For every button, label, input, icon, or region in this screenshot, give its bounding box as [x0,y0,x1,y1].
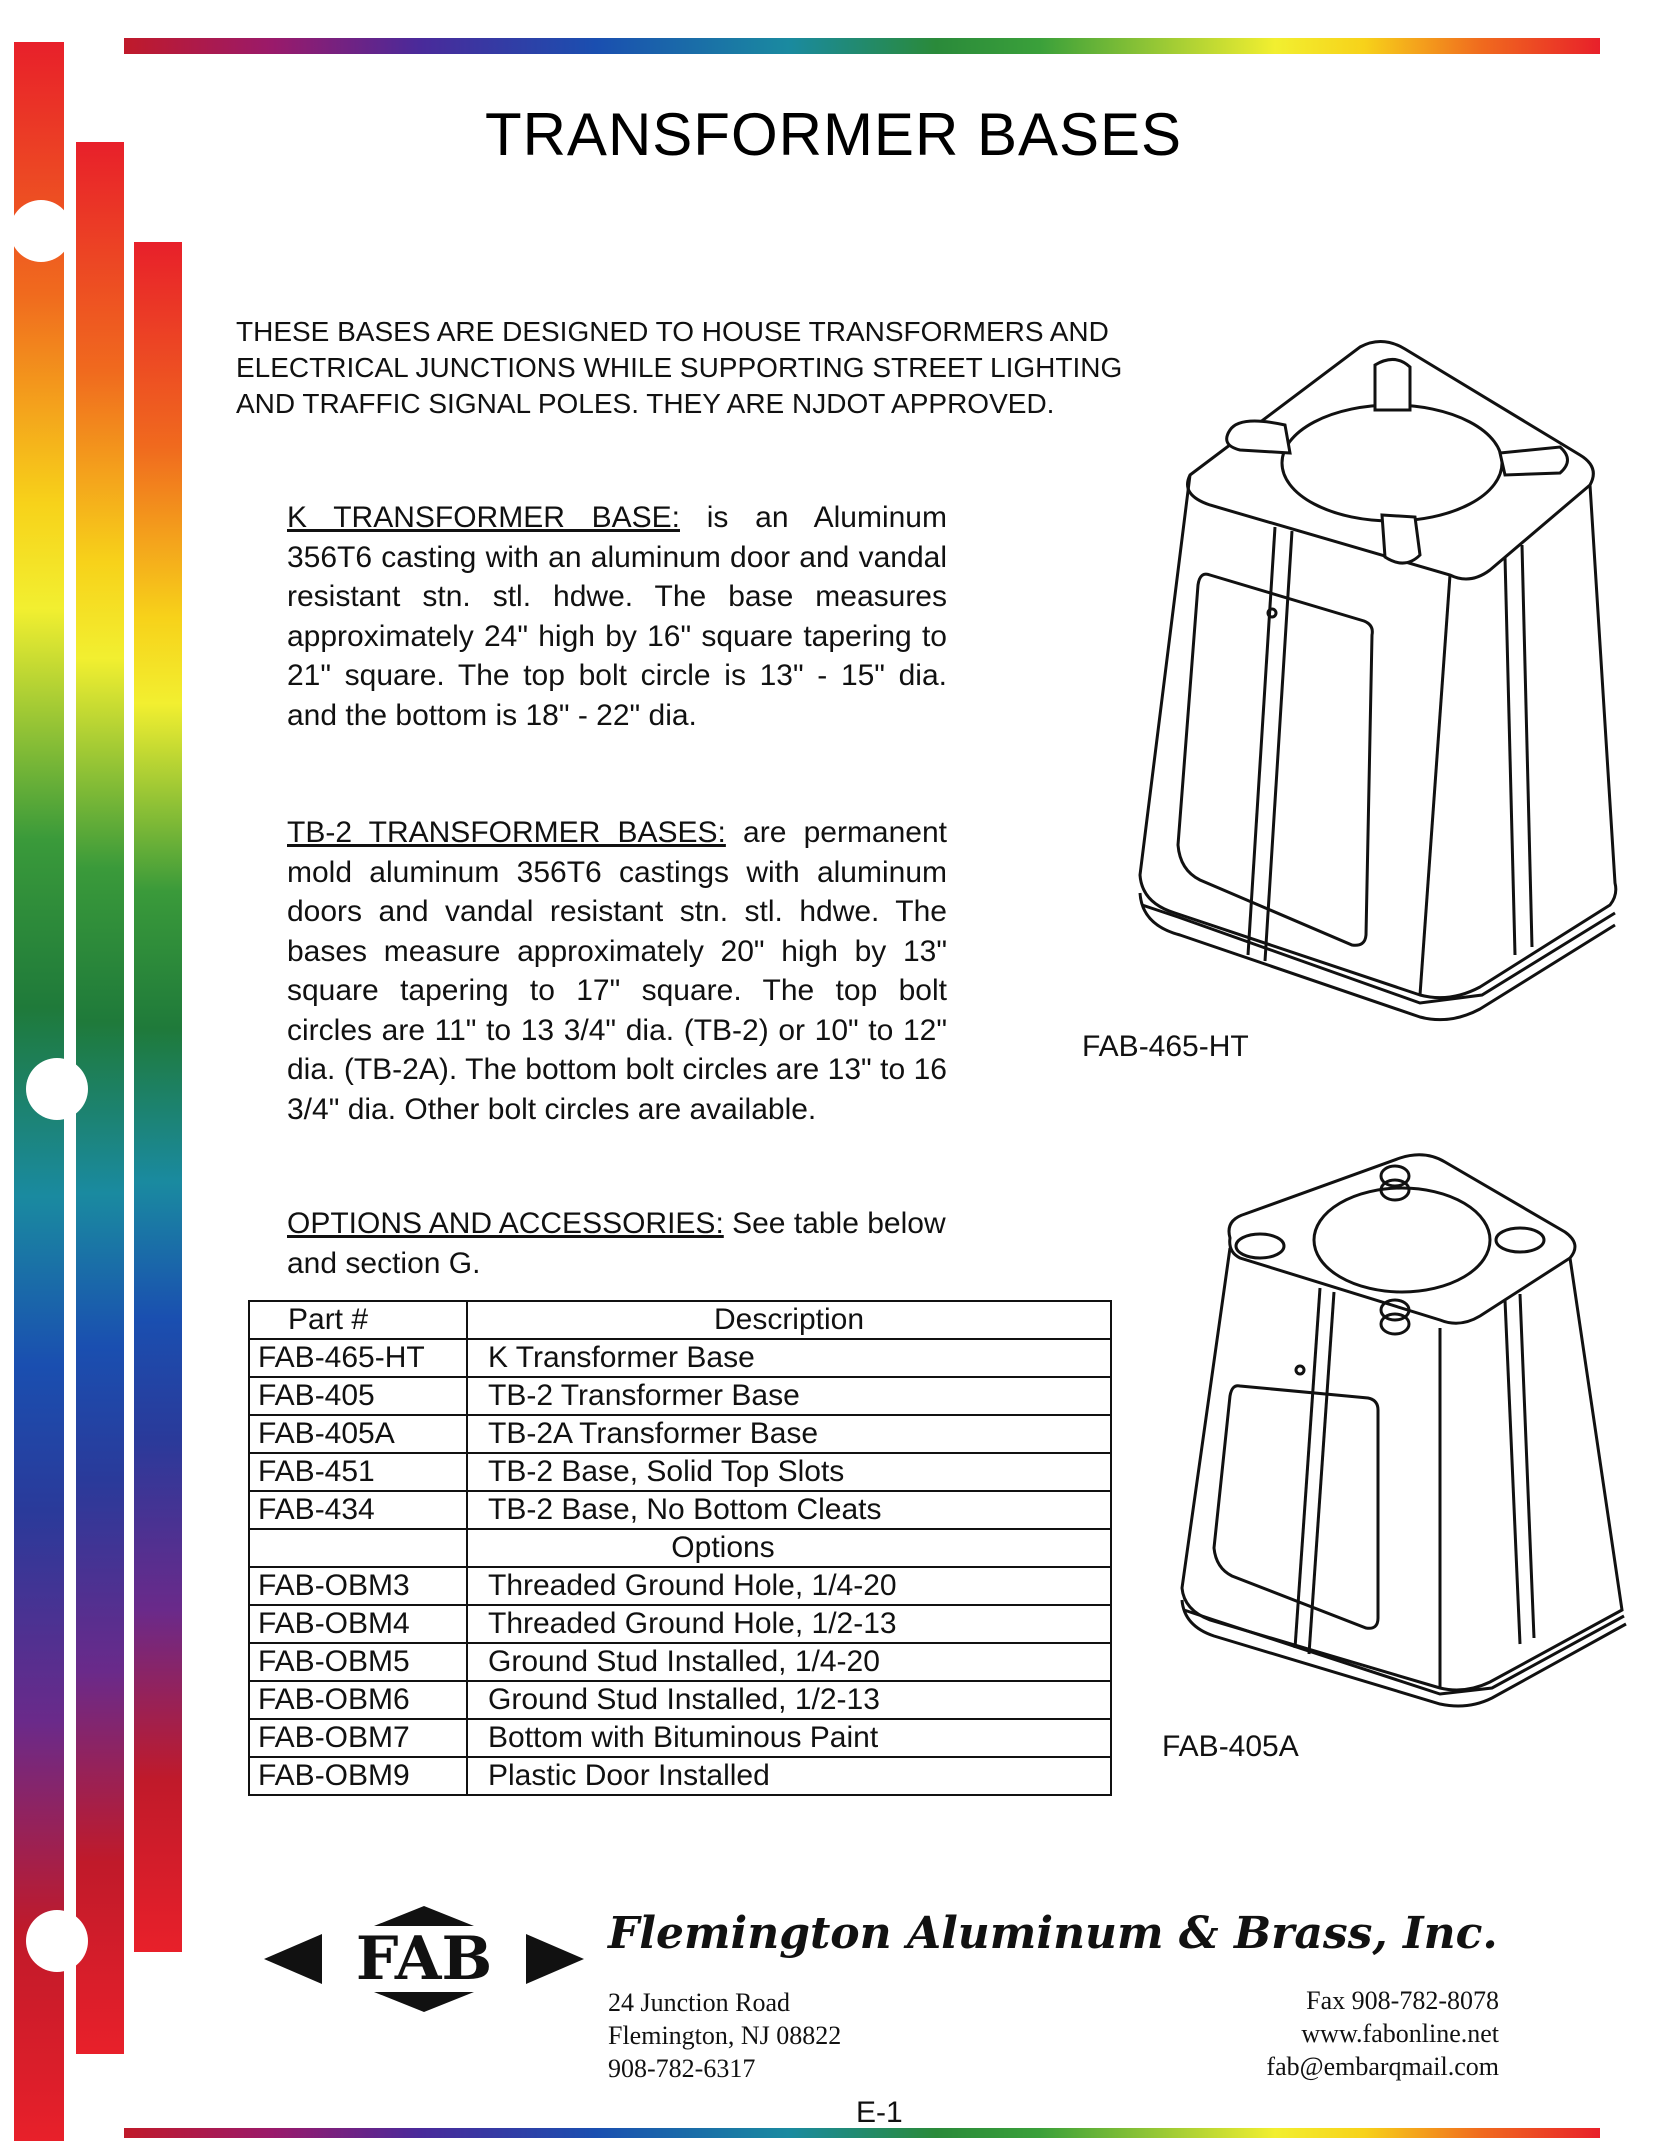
company-name: Flemington Aluminum & Brass, Inc. [608,1908,1498,1959]
tb2-base-paragraph [287,813,947,1129]
empty-cell [249,1529,467,1567]
part-number-cell: FAB-OBM6 [249,1681,467,1719]
phone-number: 908-782-6317 [608,2054,756,2083]
part-number-cell: FAB-OBM9 [249,1757,467,1795]
tb2-base-body: are permanent mold aluminum 356T6 castings with aluminum doors and vandal resistant stn. stl. hdwe. The bases measure approximately 20" high by 13" square tapering to 17" square. The top bolt circles are 11" to 13 3/4" dia. (TB-2) or 10" to 12" dia. (TB-2A). The bottom bolt circles are 13" to 16 3/4" dia. Other bolt circles are available. [287,816,948,1126]
address-line-2: Flemington, NJ 08822 [608,2021,842,2050]
tb2a-transformer-base-illustration [1170,1148,1630,1728]
binder-hole-bottom [26,1910,88,1972]
description-cell: K Transformer Base [467,1339,1111,1377]
table-row [249,1643,1111,1681]
table-row [249,1453,1111,1491]
table-row [249,1491,1111,1529]
description-cell: Threaded Ground Hole, 1/2-13 [467,1605,1111,1643]
website-link[interactable]: www.fabonline.net [1301,2019,1499,2048]
table-header-row [249,1301,1111,1339]
part-number-cell: FAB-OBM4 [249,1605,467,1643]
description-cell: TB-2A Transformer Base [467,1415,1111,1453]
binder-hole-top [10,200,72,262]
tb2-base-heading: TB-2 TRANSFORMER BASES: [287,816,726,849]
description-cell: Ground Stud Installed, 1/2-13 [467,1681,1111,1719]
part-number-cell: FAB-OBM7 [249,1719,467,1757]
k-base-paragraph [287,498,947,735]
table-row [249,1339,1111,1377]
table-row [249,1681,1111,1719]
rainbow-bar-right [134,242,182,1952]
logo-triangle-bottom-icon [374,1992,474,2012]
table-row [249,1377,1111,1415]
description-cell: TB-2 Base, Solid Top Slots [467,1453,1111,1491]
logo-text: FAB [355,1924,493,1994]
description-cell: Plastic Door Installed [467,1757,1111,1795]
page-number: E-1 [856,2096,903,2129]
k-base-heading: K TRANSFORMER BASE: [287,501,680,534]
part-number-cell: FAB-405 [249,1377,467,1415]
address-block [608,1986,841,2085]
page-title: TRANSFORMER BASES [484,101,1183,168]
fab-logo [264,1904,584,2014]
part-number-cell: FAB-OBM5 [249,1643,467,1681]
table-row [249,1719,1111,1757]
logo-arrow-right-icon [526,1934,584,1984]
part-number-cell: FAB-434 [249,1491,467,1529]
contact-block [1266,1984,1499,2083]
k-transformer-base-illustration [1120,335,1620,1035]
fax-number: Fax 908-782-8078 [1306,1986,1499,2015]
options-label-cell: Options [467,1529,1111,1567]
logo-triangle-top-icon [374,1906,474,1926]
description-cell: TB-2 Base, No Bottom Cleats [467,1491,1111,1529]
address-line-1: 24 Junction Road [608,1988,790,2017]
description-cell: Ground Stud Installed, 1/4-20 [467,1643,1111,1681]
figure-1-label: FAB-465-HT [1082,1030,1249,1063]
description-cell: Threaded Ground Hole, 1/4-20 [467,1567,1111,1605]
figure-2-label: FAB-405A [1162,1730,1299,1763]
logo-arrow-left-icon [264,1934,322,1984]
part-number-cell: FAB-451 [249,1453,467,1491]
part-number-cell: FAB-405A [249,1415,467,1453]
description-cell: Bottom with Bituminous Paint [467,1719,1111,1757]
part-number-cell: FAB-465-HT [249,1339,467,1377]
table-row [249,1567,1111,1605]
part-number-cell: FAB-OBM3 [249,1567,467,1605]
description-column-header: Description [467,1301,1111,1339]
email-link[interactable]: fab@embarqmail.com [1266,2052,1499,2081]
intro-paragraph: THESE BASES ARE DESIGNED TO HOUSE TRANSFORMERS AND ELECTRICAL JUNCTIONS WHILE SUPPORTING STREET LIGHTING AND TRAFFIC SIGNAL POLES. THEY ARE NJDOT APPROVED. [236,316,1123,419]
table-row [249,1757,1111,1795]
options-header-row [249,1529,1111,1567]
parts-table [248,1300,1112,1796]
options-body: See table below and section G. [287,1207,946,1280]
description-cell: TB-2 Transformer Base [467,1377,1111,1415]
part-column-header: Part # [249,1301,467,1339]
options-paragraph [287,1204,947,1283]
options-heading: OPTIONS AND ACCESSORIES: [287,1207,724,1240]
table-row [249,1415,1111,1453]
k-base-body: is an Aluminum 356T6 casting with an aluminum door and vandal resistant stn. stl. hdwe. The base measures approximately 24" high by 16" square tapering to 21" square. The top bolt circle is 13" - 15" dia. and the bottom is 18" - 22" dia. [287,501,947,732]
rainbow-bar-top [124,38,1600,54]
binder-hole-middle [26,1058,88,1120]
table-row [249,1605,1111,1643]
